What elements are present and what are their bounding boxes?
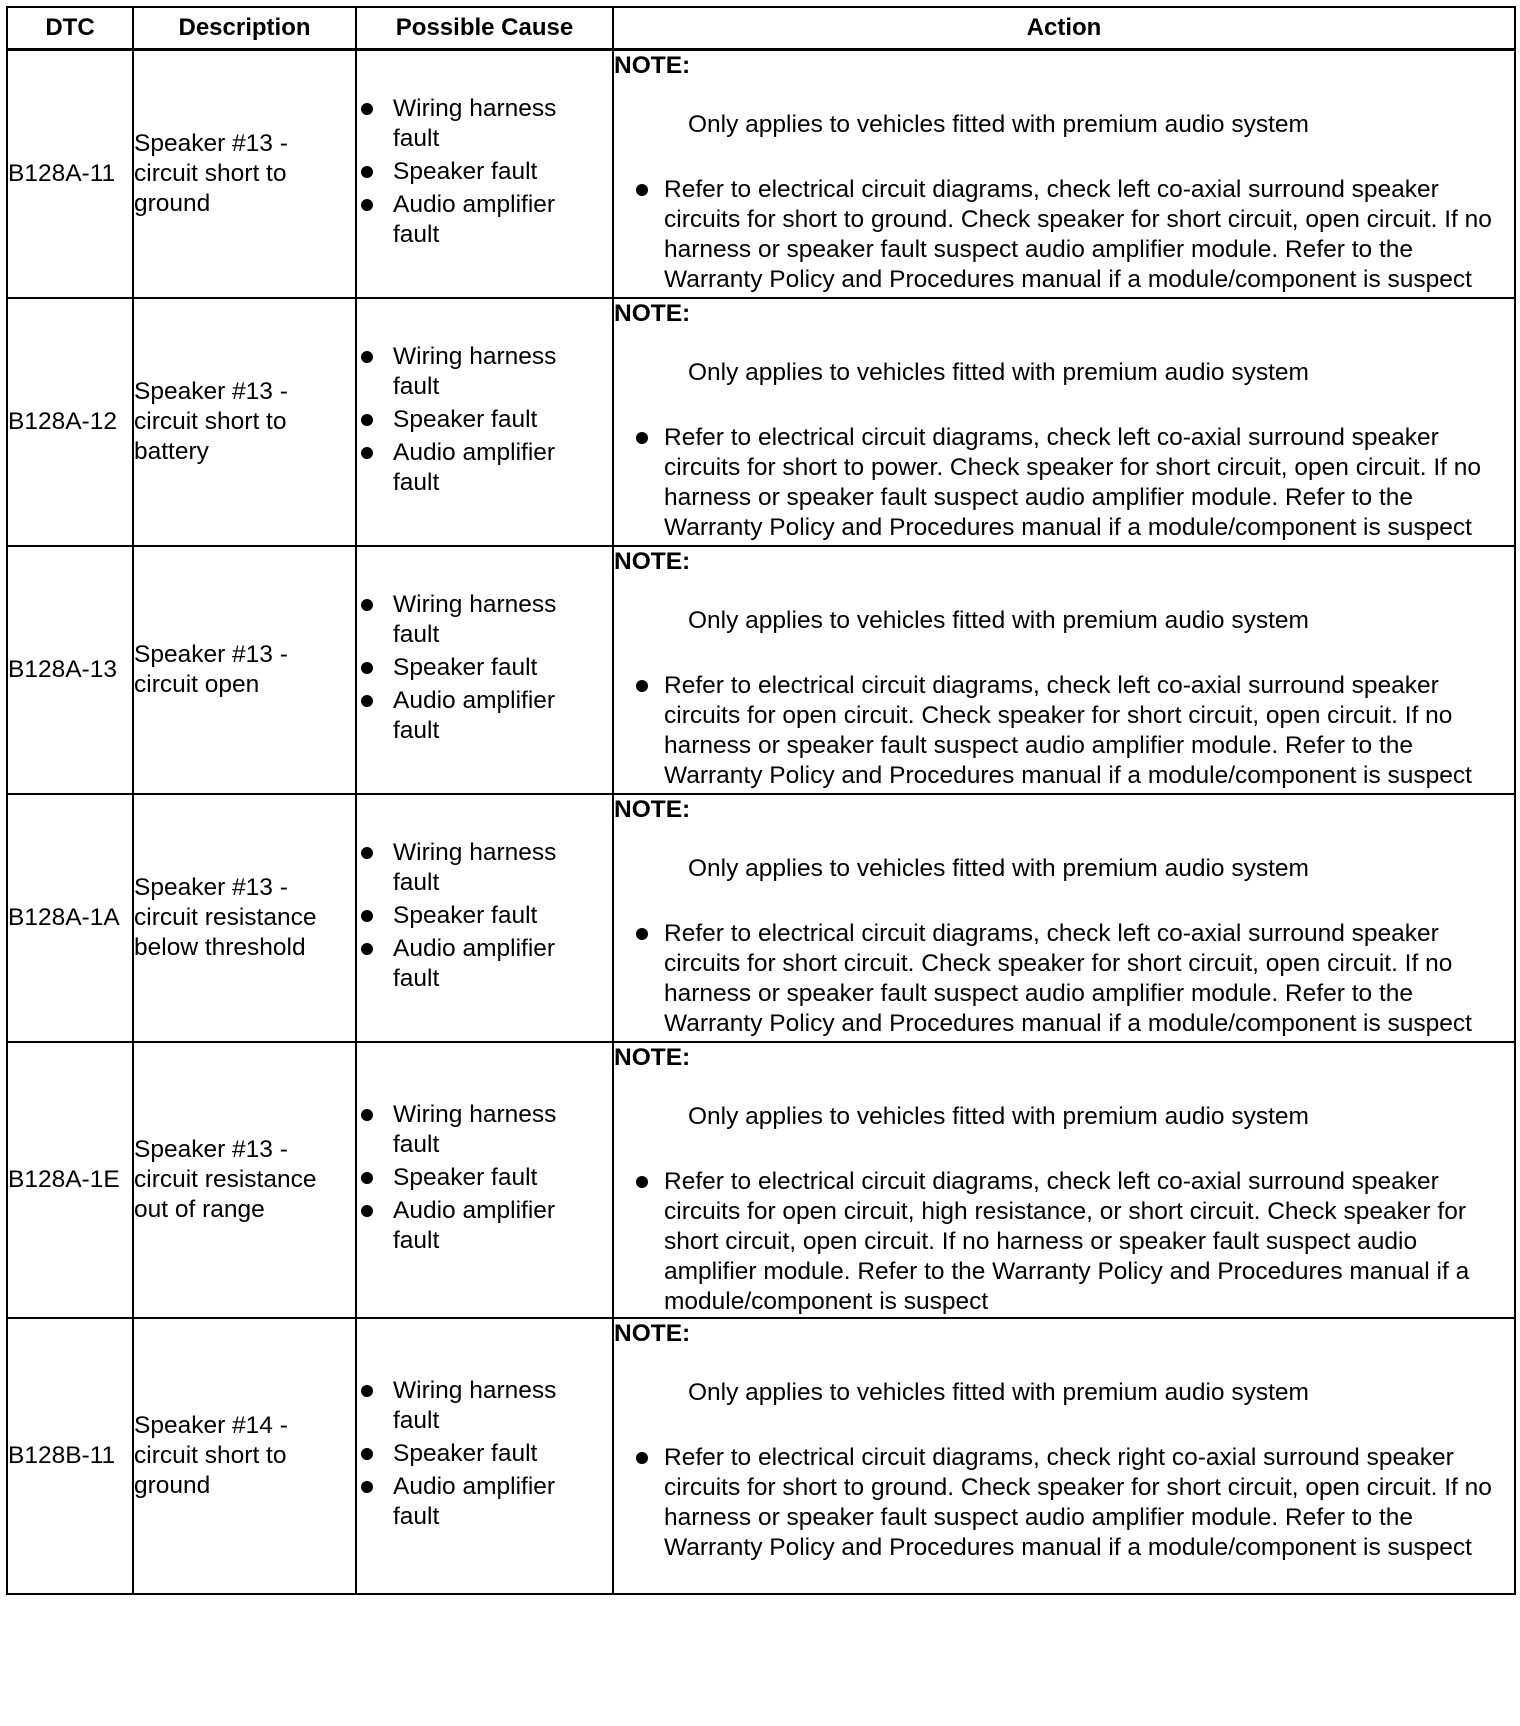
bullet-icon [361, 599, 373, 611]
possible-cause-cell [356, 50, 613, 298]
action-item [614, 175, 1514, 295]
cause-item [357, 342, 588, 402]
cause-text: Speaker fault [393, 1164, 538, 1191]
cause-text: Speaker fault [393, 902, 538, 929]
bullet-icon [361, 910, 373, 922]
action-text: Refer to electrical circuit diagrams, check left co-axial surround speaker circuits for short to power. Check speaker for short circuit, open circuit. If no harness or speaker fault suspect audio amplifier module. Refer to the Warranty Policy and Procedures manual if a module/component is suspect [664, 423, 1481, 541]
bullet-icon [361, 1205, 373, 1217]
bullet-icon [361, 414, 373, 426]
possible-cause-cell [356, 794, 613, 1042]
action-text: Refer to electrical circuit diagrams, check left co-axial surround speaker circuits for open circuit, high resistance, or short circuit. Check speaker for short circuit, open circuit. If no harness or speaker fault suspect audio amplifier module. Refer to the Warranty Policy and Procedures manual if a module/component is suspect [664, 1167, 1470, 1315]
note-label: NOTE: [614, 547, 691, 575]
note-text: Only applies to vehicles fitted with premium audio system [688, 854, 1309, 882]
cause-item [357, 190, 588, 250]
table-row [7, 1042, 1515, 1318]
bullet-icon [361, 695, 373, 707]
cause-text: Speaker fault [393, 158, 538, 186]
bullet-icon [636, 432, 648, 444]
bullet-icon [636, 1452, 648, 1464]
bullet-icon [636, 184, 648, 196]
note-text: Only applies to vehicles fitted with premium audio system [688, 1102, 1309, 1130]
header-action: Action [613, 7, 1515, 50]
cause-item [357, 1100, 588, 1160]
cause-item [357, 438, 588, 498]
bullet-icon [361, 1481, 373, 1493]
bullet-icon [636, 928, 648, 940]
cause-text: Audio amplifier fault [393, 1473, 556, 1530]
bullet-icon [361, 199, 373, 211]
header-dtc: DTC [7, 7, 133, 50]
cause-item [357, 157, 588, 187]
note-text: Only applies to vehicles fitted with premium audio system [688, 1378, 1309, 1406]
header-description: Description [133, 7, 356, 50]
dtc-description: Speaker #13 - circuit short to ground [133, 50, 356, 298]
note-label: NOTE: [614, 52, 691, 79]
table-row [7, 1318, 1515, 1594]
bullet-icon [636, 1176, 648, 1188]
cause-item [357, 1439, 588, 1469]
bullet-icon [361, 847, 373, 859]
cause-text: Speaker fault [393, 1440, 538, 1467]
cause-text: Audio amplifier fault [393, 439, 556, 496]
table-row [7, 794, 1515, 1042]
bullet-icon [361, 943, 373, 955]
action-cell [613, 794, 1515, 1042]
dtc-description: Speaker #13 - circuit resistance out of range [133, 1042, 356, 1318]
action-text: Refer to electrical circuit diagrams, check left co-axial surround speaker circuits for short circuit. Check speaker for short circuit, open circuit. If no harness or speaker fault suspect audio amplifier module. Refer to the Warranty Policy and Procedures manual if a module/component is suspect [664, 919, 1472, 1037]
bullet-icon [361, 166, 373, 178]
bullet-icon [361, 351, 373, 363]
cause-item [357, 1196, 588, 1256]
cause-item [357, 1376, 588, 1436]
bullet-icon [636, 680, 648, 692]
action-item [614, 1167, 1514, 1317]
note-label: NOTE: [614, 1319, 691, 1347]
possible-cause-cell [356, 546, 613, 794]
header-possible-cause: Possible Cause [356, 7, 613, 50]
cause-item [357, 405, 588, 435]
dtc-code: B128A-13 [7, 546, 133, 794]
cause-text: Speaker fault [393, 654, 538, 681]
cause-item [357, 1163, 588, 1193]
action-cell [613, 1318, 1515, 1594]
cause-text: Wiring harness fault [393, 591, 557, 648]
cause-item [357, 94, 588, 154]
note-text: Only applies to vehicles fitted with premium audio system [688, 111, 1309, 138]
header-row [7, 7, 1515, 50]
action-item [614, 671, 1514, 791]
cause-text: Audio amplifier fault [393, 191, 556, 249]
cause-text: Wiring harness fault [393, 343, 557, 400]
bullet-icon [361, 447, 373, 459]
cause-text: Wiring harness fault [393, 839, 557, 896]
note-text: Only applies to vehicles fitted with premium audio system [688, 606, 1309, 634]
bullet-icon [361, 1385, 373, 1397]
cause-text: Audio amplifier fault [393, 935, 556, 992]
action-item [614, 423, 1514, 543]
table-row [7, 50, 1515, 298]
action-cell [613, 1042, 1515, 1318]
dtc-code: B128A-1A [7, 794, 133, 1042]
action-cell [613, 298, 1515, 546]
action-item [614, 919, 1514, 1039]
cause-item [357, 838, 588, 898]
dtc-table [6, 6, 1516, 1595]
dtc-description: Speaker #13 - circuit short to battery [133, 298, 356, 546]
possible-cause-cell [356, 1042, 613, 1318]
cause-item [357, 934, 588, 994]
cause-item [357, 1472, 588, 1532]
cause-text: Speaker fault [393, 406, 538, 433]
dtc-description: Speaker #13 - circuit resistance below threshold [133, 794, 356, 1042]
table-row [7, 298, 1515, 546]
cause-item [357, 653, 588, 683]
cause-item [357, 590, 588, 650]
cause-text: Audio amplifier fault [393, 687, 556, 744]
bullet-icon [361, 662, 373, 674]
bullet-icon [361, 1448, 373, 1460]
note-text: Only applies to vehicles fitted with premium audio system [688, 358, 1309, 386]
action-text: Refer to electrical circuit diagrams, check left co-axial surround speaker circuits for open circuit. Check speaker for short circuit, open circuit. If no harness or speaker fault suspect audio amplifier module. Refer to the Warranty Policy and Procedures manual if a module/component is suspect [664, 671, 1472, 789]
dtc-code: B128A-11 [7, 50, 133, 298]
action-text: Refer to electrical circuit diagrams, check right co-axial surround speaker circuits for short to ground. Check speaker for short circuit, open circuit. If no harness or speaker fault suspect audio amplifier module. Refer to the Warranty Policy and Procedures manual if a module/component is suspect [664, 1443, 1492, 1561]
cause-text: Wiring harness fault [393, 95, 557, 153]
cause-text: Audio amplifier fault [393, 1197, 556, 1254]
bullet-icon [361, 1109, 373, 1121]
action-item [614, 1443, 1514, 1563]
action-text: Refer to electrical circuit diagrams, check left co-axial surround speaker circuits for short to ground. Check speaker for short circuit, open circuit. If no harness or speaker fault suspect audio amplifier module. Refer to the Warranty Policy and Procedures manual if a module/component is suspect [664, 176, 1492, 293]
cause-text: Wiring harness fault [393, 1377, 557, 1434]
action-cell [613, 546, 1515, 794]
bullet-icon [361, 1172, 373, 1184]
action-cell [613, 50, 1515, 298]
table-row [7, 546, 1515, 794]
possible-cause-cell [356, 1318, 613, 1594]
cause-item [357, 901, 588, 931]
dtc-code: B128B-11 [7, 1318, 133, 1594]
dtc-code: B128A-12 [7, 298, 133, 546]
cause-text: Wiring harness fault [393, 1101, 557, 1158]
dtc-description: Speaker #13 - circuit open [133, 546, 356, 794]
bullet-icon [361, 103, 373, 115]
possible-cause-cell [356, 298, 613, 546]
note-label: NOTE: [614, 299, 691, 327]
dtc-code: B128A-1E [7, 1042, 133, 1318]
note-label: NOTE: [614, 1043, 691, 1071]
dtc-description: Speaker #14 - circuit short to ground [133, 1318, 356, 1594]
note-label: NOTE: [614, 795, 691, 823]
cause-item [357, 686, 588, 746]
